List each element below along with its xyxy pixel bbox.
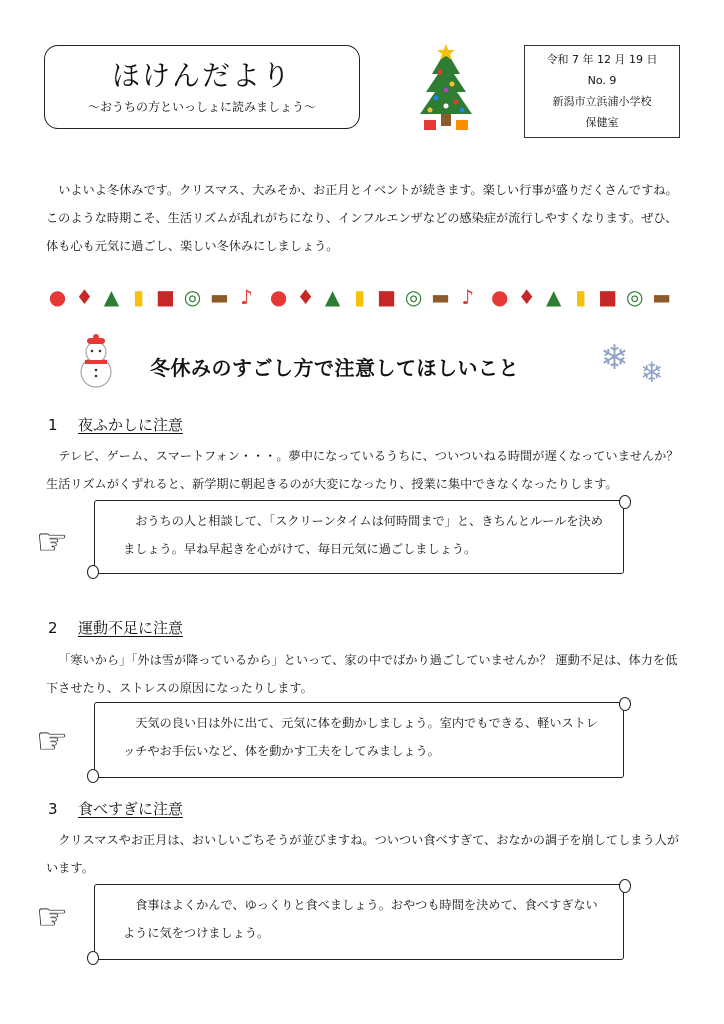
section-3-body: クリスマスやお正月は、おいしいごちそうが並びますね。ついつい食べすぎて、おなかの調子を崩してしまう人がいます。 [46, 833, 680, 875]
pointing-hand-icon: ☞ [36, 897, 69, 938]
title-box [44, 45, 360, 129]
snowflake-icon: ❄ [640, 356, 664, 389]
section-1-tip: おうちの人と相談して、「スクリーンタイムは何時間まで」と、きちんとルールを決めましょう。早ね早起きを心がけて、毎日元気に過ごしましょう。 [123, 514, 603, 556]
christmas-tree-icon [412, 44, 480, 136]
section-1-heading [48, 414, 183, 435]
section-3-tip: 食事はよくかんで、ゆっくりと食べましょう。おやつも時間を決めて、食べすぎないように気をつけましょう。 [123, 898, 598, 940]
snowflake-icon: ❄ [600, 338, 629, 378]
section-title: 夜ふかしに注意 [78, 416, 184, 434]
snowman-icon [76, 334, 116, 390]
main-heading: 冬休みのすごし方で注意してほしいこと [150, 356, 519, 380]
section-2-heading [48, 617, 183, 638]
section-number: 2 [48, 619, 58, 637]
section-1-tip-scroll [94, 500, 624, 574]
section-2-body: 「寒いから」「外は雪が降っているから」といって、家の中でばかり過ごしていませんか？ 運動不足は、体力を低下させたり、ストレスの原因になったりします。 [46, 653, 678, 695]
section-3-heading [48, 798, 183, 819]
section-number: 1 [48, 416, 58, 434]
issue-number: No. 9 [587, 74, 617, 87]
school-name: 新潟市立浜浦小学校 [552, 95, 652, 108]
issue-info-box [524, 45, 680, 138]
section-2-tip: 天気の良い日は外に出て、元気に体を動かしましょう。室内でもできる、軽いストレッチやお手伝いなど、体を動かす工夫をしてみましょう。 [123, 716, 599, 758]
section-title: 運動不足に注意 [78, 619, 184, 637]
section-1-body: テレビ、ゲーム、スマートフォン・・・。夢中になっているうちに、ついついねる時間が遅くなっていませんか？生活リズムがくずれると、新学期に朝起きるのが大変になったり、授業に集中できなくなったりします。 [46, 449, 679, 491]
section-3-tip-scroll [94, 884, 624, 960]
section-title: 食べすぎに注意 [78, 800, 184, 818]
intro-paragraph: いよいよ冬休みです。クリスマス、大みそか、お正月とイベントが続きます。楽しい行事が盛りだくさんですね。このような時期こそ、生活リズムが乱れがちになり、インフルエンザなどの感染症が流行しやすくなります。ぜひ、体も心も元気に過ごし、楽しい冬休みにしましょう。 [46, 183, 678, 253]
section-2-tip-scroll [94, 702, 624, 778]
pointing-hand-icon: ☞ [36, 721, 69, 762]
newsletter-subtitle: ～おうちの方といっしょに読みましょう～ [87, 100, 316, 114]
section-number: 3 [48, 800, 58, 818]
issue-date: 令和 7 年 12 月 19 日 [546, 53, 658, 66]
office-name: 保健室 [585, 116, 619, 129]
pointing-hand-icon: ☞ [36, 522, 69, 563]
newsletter-title: ほけんだより [111, 59, 292, 92]
decorative-garland: ● ♦ ▲ ▮ ■ ◎ ▬ ♪ ● ♦ ▲ ▮ ■ ◎ ▬ ♪ ● ♦ ▲ ▮ ■ ◎ ▬ [48, 285, 672, 309]
